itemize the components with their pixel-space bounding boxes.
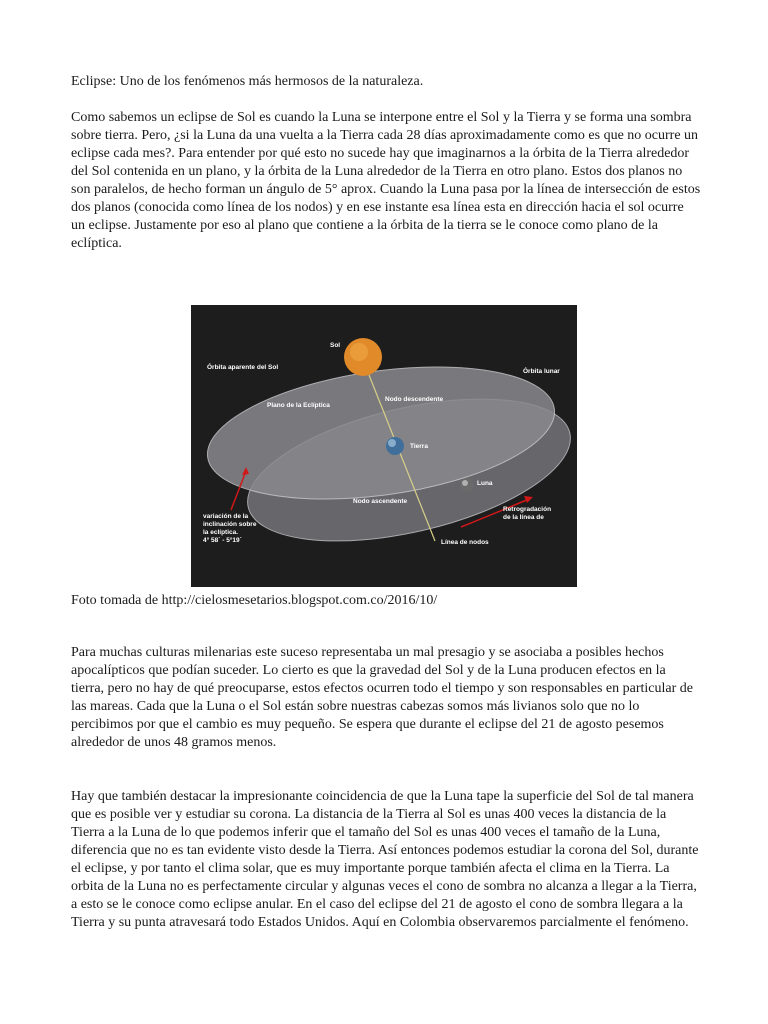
label-nodo-descendente: Nodo descendente	[385, 396, 444, 403]
label-plano-ecliptica: Plano de la Eclíptica	[267, 402, 330, 409]
earth-icon	[386, 437, 404, 455]
label-linea-nodos: Línea de nodos	[441, 539, 489, 546]
label-nodo-ascendente: Nodo ascendente	[353, 498, 408, 505]
paragraph-intro: Como sabemos un eclipse de Sol es cuando la Luna se interpone entre el Sol y la Tierra y se forma una sombra sobre tierra. Pero, ¿si la Luna da una vuelta a la Tierra cada 28 días aproximadamente como es que no ocurre un eclipse cada mes?. Para entender por qué esto no sucede hay que imaginarnos a la órbita de la Tierra alrededor del Sol contenida en un plano, y la órbita de la Luna alrededor de la Tierra en otro plano. Estos dos planos no son paralelos, de hecho forman un ángulo de 5° aprox. Cuando la Luna pasa por la línea de intersección de estos dos planos (conocida como línea de los nodos) y en ese instante esa línea esta en dirección hacia el sol ocurre un eclipse. Justamente por eso al plano que contiene a la órbita de la tierra se le conoce como plano de la eclíptica.	[71, 110, 701, 251]
label-tierra: Tierra	[410, 443, 428, 450]
label-retro-2: de la línea de	[503, 514, 544, 521]
document-title: Eclipse: Uno de los fenómenos más hermosos de la naturaleza.	[71, 74, 424, 89]
label-variacion-3: la eclíptica.	[203, 529, 239, 536]
label-variacion-2: inclinación sobre	[203, 521, 257, 528]
paragraph-cultures: Para muchas culturas milenarias este suceso representaba un mal presagio y se asociaba a posibles hechos apocalípticos que podían suceder. Lo cierto es que la gravedad del Sol y de la Luna producen efectos en la tierra, pero no hay de qué preocuparse, estos efectos ocurren todo el tiempo y son responsables en particular de las mareas. Cada que la Luna o el Sol están sobre nuestras cabezas somos más livianos solo que no lo percibimos por que el cambio es muy pequeño. Se espera que durante el eclipse del 21 de agosto pesemos alrededor de unos 48 gramos menos.	[71, 645, 693, 750]
eclipse-diagram	[191, 305, 577, 587]
paragraph-coincidence: Hay que también destacar la impresionante coincidencia de que la Luna tape la superficie del Sol de tal manera que es posible ver y estudiar su corona. La distancia de la Tierra al Sol es unas 400 veces la distancia de la Tierra a la Luna de lo que podemos inferir que el tamaño del Sol es unas 400 veces el tamaño de la Luna, diferencia que no es tan evidente visto desde la Tierra. Así entonces podemos estudiar la corona del Sol, durante el eclipse, y por tanto el clima solar, que es muy importante porque también afecta el clima en la Tierra. La orbita de la Luna no es perfectamente circular y algunas veces el cono de sombra no alcanza a llegar a la Tierra, a esto se le conoce como eclipse anular. En el caso del eclipse del 21 de agosto el cono de sombra llegara a la Tierra y su punta atravesará todo Estados Unidos. Aquí en Colombia observaremos parcialmente el fenómeno.	[71, 789, 699, 930]
figure-caption: Foto tomada de http://cielosmesetarios.blogspot.com.co/2016/10/	[71, 593, 438, 608]
label-retro-1: Retrogradación	[503, 506, 552, 513]
label-orbita-sol: Órbita aparente del Sol	[207, 364, 279, 371]
label-variacion-1: variación de la	[203, 513, 249, 520]
label-orbita-lunar: Órbita lunar	[523, 368, 560, 375]
label-variacion-4: 4° 58´ - 5°19´	[203, 537, 242, 544]
eclipse-diagram-figure	[191, 305, 577, 587]
label-sol: Sol	[330, 342, 341, 349]
label-luna: Luna	[477, 480, 493, 487]
